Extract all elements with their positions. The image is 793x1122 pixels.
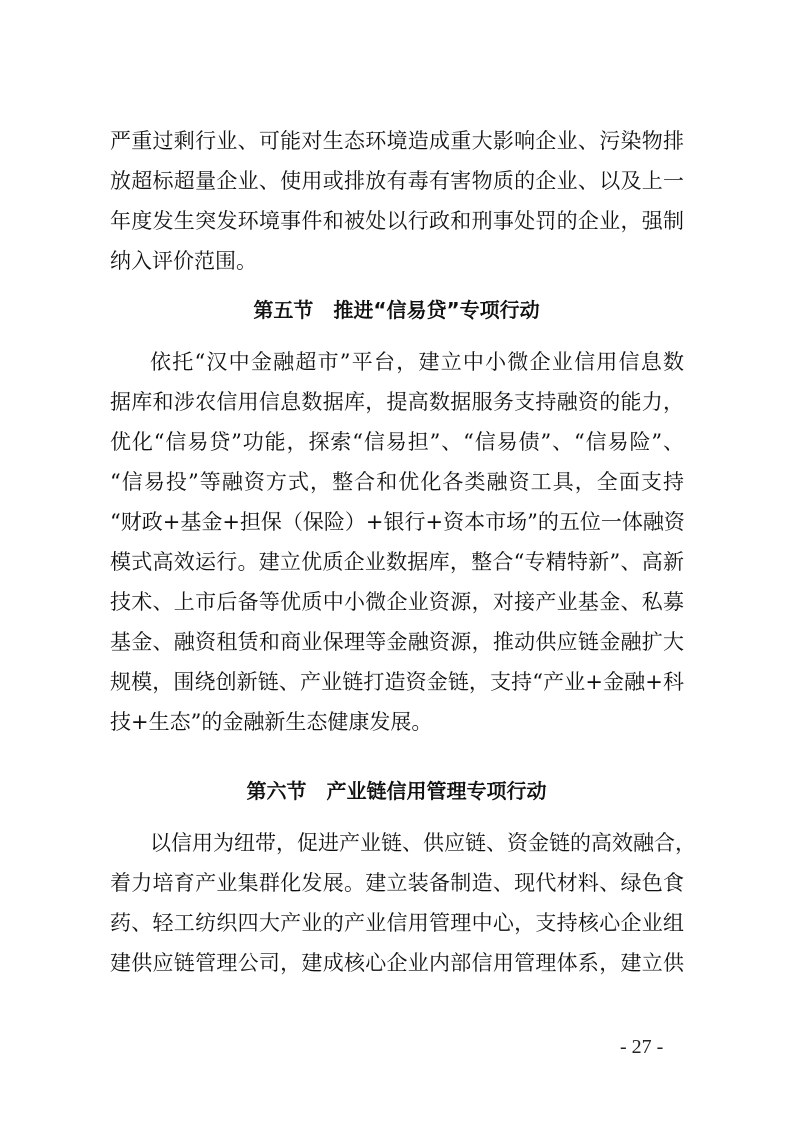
paragraph-line: 着力培育产业集群化发展。建立装备制造、现代材料、绿色食 — [110, 871, 684, 895]
page-number: - 27 - — [620, 1036, 664, 1058]
paragraph-line: “财政+基金+担保（保险）+银行+资本市场”的五位一体融资 — [110, 510, 685, 534]
section-heading-5: 第五节 推进“信易贷”专项行动 — [253, 298, 540, 322]
paragraph-line: “信易投”等融资方式，整合和优化各类融资工具，全面支持 — [110, 470, 684, 494]
paragraph-line: 规模，围绕创新链、产业链打造资金链，支持“产业+金融+科 — [110, 670, 684, 694]
paragraph-line: 建供应链管理公司，建成核心企业内部信用管理体系，建立供 — [110, 951, 684, 975]
paragraph-line: 纳入评价范围。 — [110, 249, 257, 273]
paragraph-line: 放超标超量企业、使用或排放有毒有害物质的企业、以及上一 — [110, 169, 684, 193]
paragraph-line: 技+生态”的金融新生态健康发展。 — [110, 710, 433, 734]
paragraph-line: 据库和涉农信用信息数据库，提高数据服务支持融资的能力， — [110, 390, 684, 414]
paragraph-line: 依托“汉中金融超市”平台，建立中小微企业信用信息数 — [150, 350, 684, 374]
paragraph-line: 以信用为纽带，促进产业链、供应链、资金链的高效融合， — [150, 831, 696, 855]
paragraph-line: 技术、上市后备等优质中小微企业资源，对接产业基金、私募 — [110, 590, 684, 614]
paragraph-line: 优化“信易贷”功能，探索“信易担”、“信易债”、“信易险”、 — [110, 430, 684, 454]
paragraph-line: 模式高效运行。建立优质企业数据库，整合“专精特新”、高新 — [110, 550, 684, 574]
paragraph-line: 药、轻工纺织四大产业的产业信用管理中心，支持核心企业组 — [110, 911, 684, 935]
paragraph-line: 基金、融资租赁和商业保理等金融资源，推动供应链金融扩大 — [110, 630, 684, 654]
section-heading-6: 第六节 产业链信用管理专项行动 — [246, 779, 547, 803]
paragraph-line: 年度发生突发环境事件和被处以行政和刑事处罚的企业，强制 — [110, 209, 684, 233]
paragraph-line: 严重过剩行业、可能对生态环境造成重大影响企业、污染物排 — [110, 129, 684, 153]
